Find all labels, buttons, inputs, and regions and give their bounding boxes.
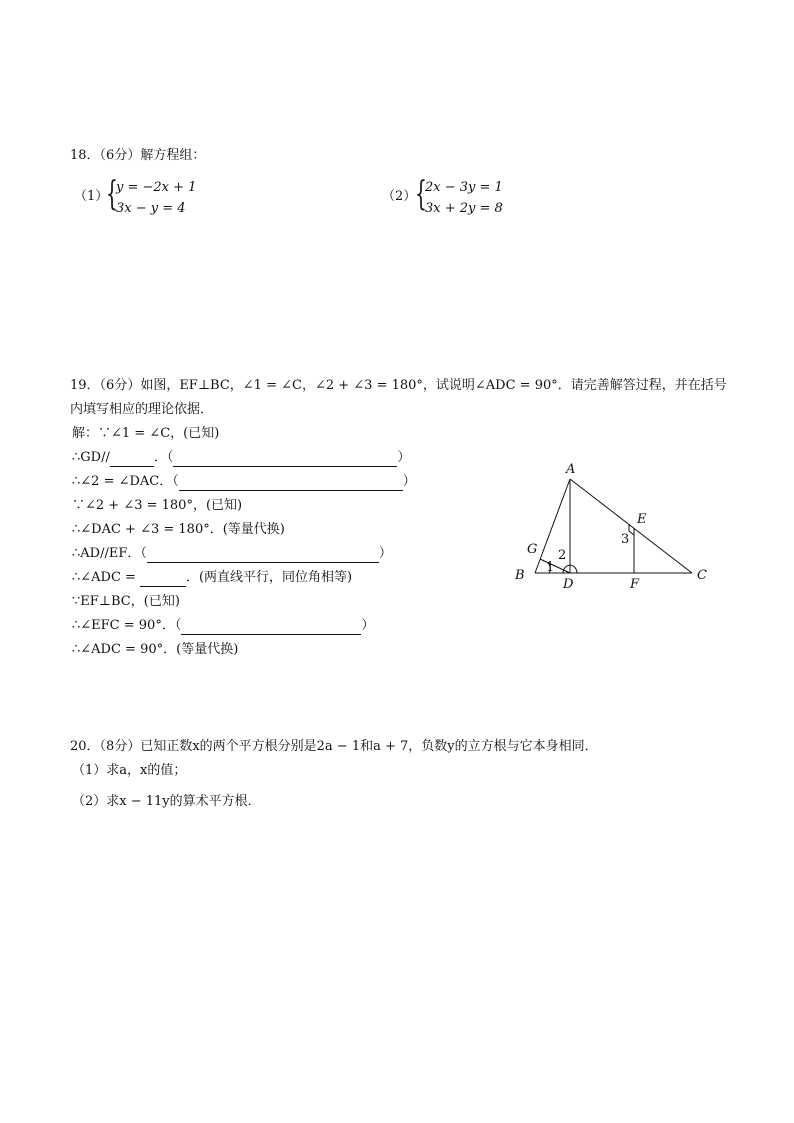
triangle-figure	[505, 455, 720, 595]
angle-label-2: 2	[558, 548, 567, 563]
q20-part2: （2）求x − 11y的算术平方根．	[72, 794, 261, 809]
q18-part1-label: （1）	[74, 189, 109, 204]
blank-reason-3[interactable]	[147, 548, 379, 563]
q18-part1-eq1: y = −2x + 1	[116, 180, 197, 195]
blank-angle-value[interactable]	[140, 572, 186, 587]
angle-label-3: 3	[621, 532, 630, 547]
q18-header: 18．（6分）解方程组：	[70, 148, 206, 163]
q18-part2-eq2: 3x + 2y = 8	[425, 201, 503, 216]
blank-reason-2[interactable]	[179, 476, 403, 491]
close-paren: ）	[397, 450, 411, 465]
q20-header: 20．（8分）已知正数x的两个平方根分别是2a − 1和a + 7，负数y的立方根与它本身相同．	[70, 739, 598, 754]
q19-step-8: ∵EF⊥BC，(已知)	[72, 594, 180, 609]
q19-step-6	[72, 545, 392, 563]
q19-step-1: 解：∵∠1 = ∠C，(已知)	[72, 426, 220, 441]
q19-step-10: ∴∠ADC = 90°．(等量代换)	[72, 642, 239, 657]
q19-header-line2: 内填写相应的理论依据．	[70, 402, 214, 417]
segment-AC	[570, 479, 692, 573]
q19-step-7-text: ∴∠ADC =	[72, 570, 136, 585]
q19-header-line1: 19．（6分）如图，EF⊥BC，∠1 = ∠C，∠2 + ∠3 = 180°，试说明∠ADC = 90°．请完善解答过程，并在括号	[70, 378, 727, 393]
blank-reason-1[interactable]	[173, 452, 397, 467]
label-B: B	[515, 568, 525, 583]
q19-step-2-tail: ．（	[153, 450, 174, 465]
q18-part2-brace: {	[415, 174, 427, 214]
right-angle-mark-D	[570, 565, 577, 573]
q18-part1-brace: {	[106, 174, 118, 214]
close-paren: ）	[402, 474, 416, 489]
q19-step-5: ∴∠DAC + ∠3 = 180°．(等量代换)	[72, 522, 285, 537]
label-A: A	[566, 462, 576, 477]
blank-parallel-line[interactable]	[110, 452, 154, 467]
blank-reason-4[interactable]	[181, 620, 361, 635]
label-F: F	[630, 577, 640, 592]
label-E: E	[637, 512, 647, 527]
q18-part1-eq2: 3x − y = 4	[116, 201, 186, 216]
q19-step-6-text: ∴AD//EF．（	[72, 546, 147, 561]
q19-step-2-text: ∴GD//	[72, 450, 110, 465]
q19-step-7-tail: ．(两直线平行，同位角相等)	[185, 570, 353, 585]
q19-step-3	[72, 473, 416, 491]
q18-part2-label: （2）	[382, 189, 417, 204]
q20-part1: （1）求a，x的值；	[72, 763, 187, 778]
close-paren: ）	[378, 546, 392, 561]
angle-label-1: 1	[546, 560, 555, 575]
label-D: D	[563, 577, 574, 592]
q19-step-9-text: ∴∠EFC = 90°．（	[72, 618, 182, 633]
q19-step-9	[72, 617, 374, 635]
q18-part2-eq1: 2x − 3y = 1	[425, 180, 503, 195]
q19-step-2	[72, 449, 410, 467]
q19-step-4: ∵∠2 + ∠3 = 180°，(已知)	[72, 498, 243, 513]
q19-step-3-text: ∴∠2 = ∠DAC．（	[72, 474, 179, 489]
label-C: C	[697, 568, 707, 583]
label-G: G	[527, 542, 538, 557]
q19-step-7	[72, 569, 352, 587]
close-paren: ）	[361, 618, 375, 633]
